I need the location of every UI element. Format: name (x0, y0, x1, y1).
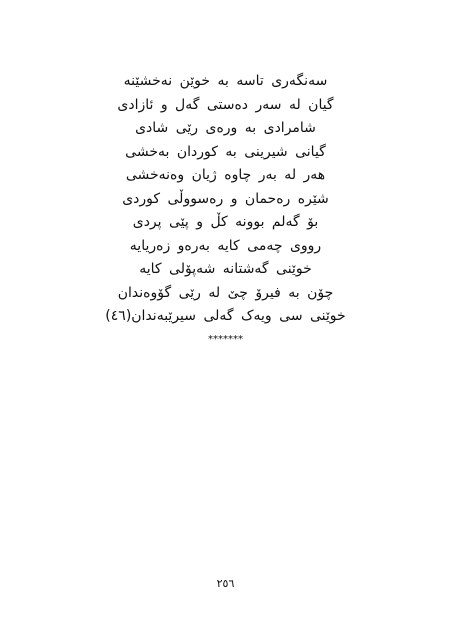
poem-line: هەر لە بەر چاوە ژیان وەنەخشی (125, 167, 326, 183)
poem-line: خوێنی سی ویەک گەلی سیرێبەندان(٤٦) (105, 308, 346, 324)
poem-line: شامرادی بە ورەی رێی شادی (135, 120, 316, 136)
poem-stanza (0, 70, 451, 329)
poem-line: گیانی شیرینی بە کوردان بەخشی (125, 143, 326, 160)
poem-line: گیان لە سەر دەستی گەل و ئازادی (117, 96, 334, 113)
section-separator: ******* (208, 334, 243, 345)
poem-line: سەنگەری تاسە بە خوێن نەخشێنە (123, 73, 328, 89)
poem-line: شێرە رەحمان و رەسووڵی کوردی (122, 190, 329, 207)
poem-line: بۆ گەلم بوونە کڵ و پێی پردی (132, 214, 319, 230)
page-number: ٢٥٦ (216, 577, 235, 590)
poem-line: خوێنی گەشتانە شەپۆلی کایە (139, 261, 312, 277)
poem-line: رووی چەمی کایە بەرەو زەریایە (129, 237, 322, 254)
poem-line: چۆن بە فیرۆ چێ لە رێی گۆوەندان (117, 284, 334, 301)
